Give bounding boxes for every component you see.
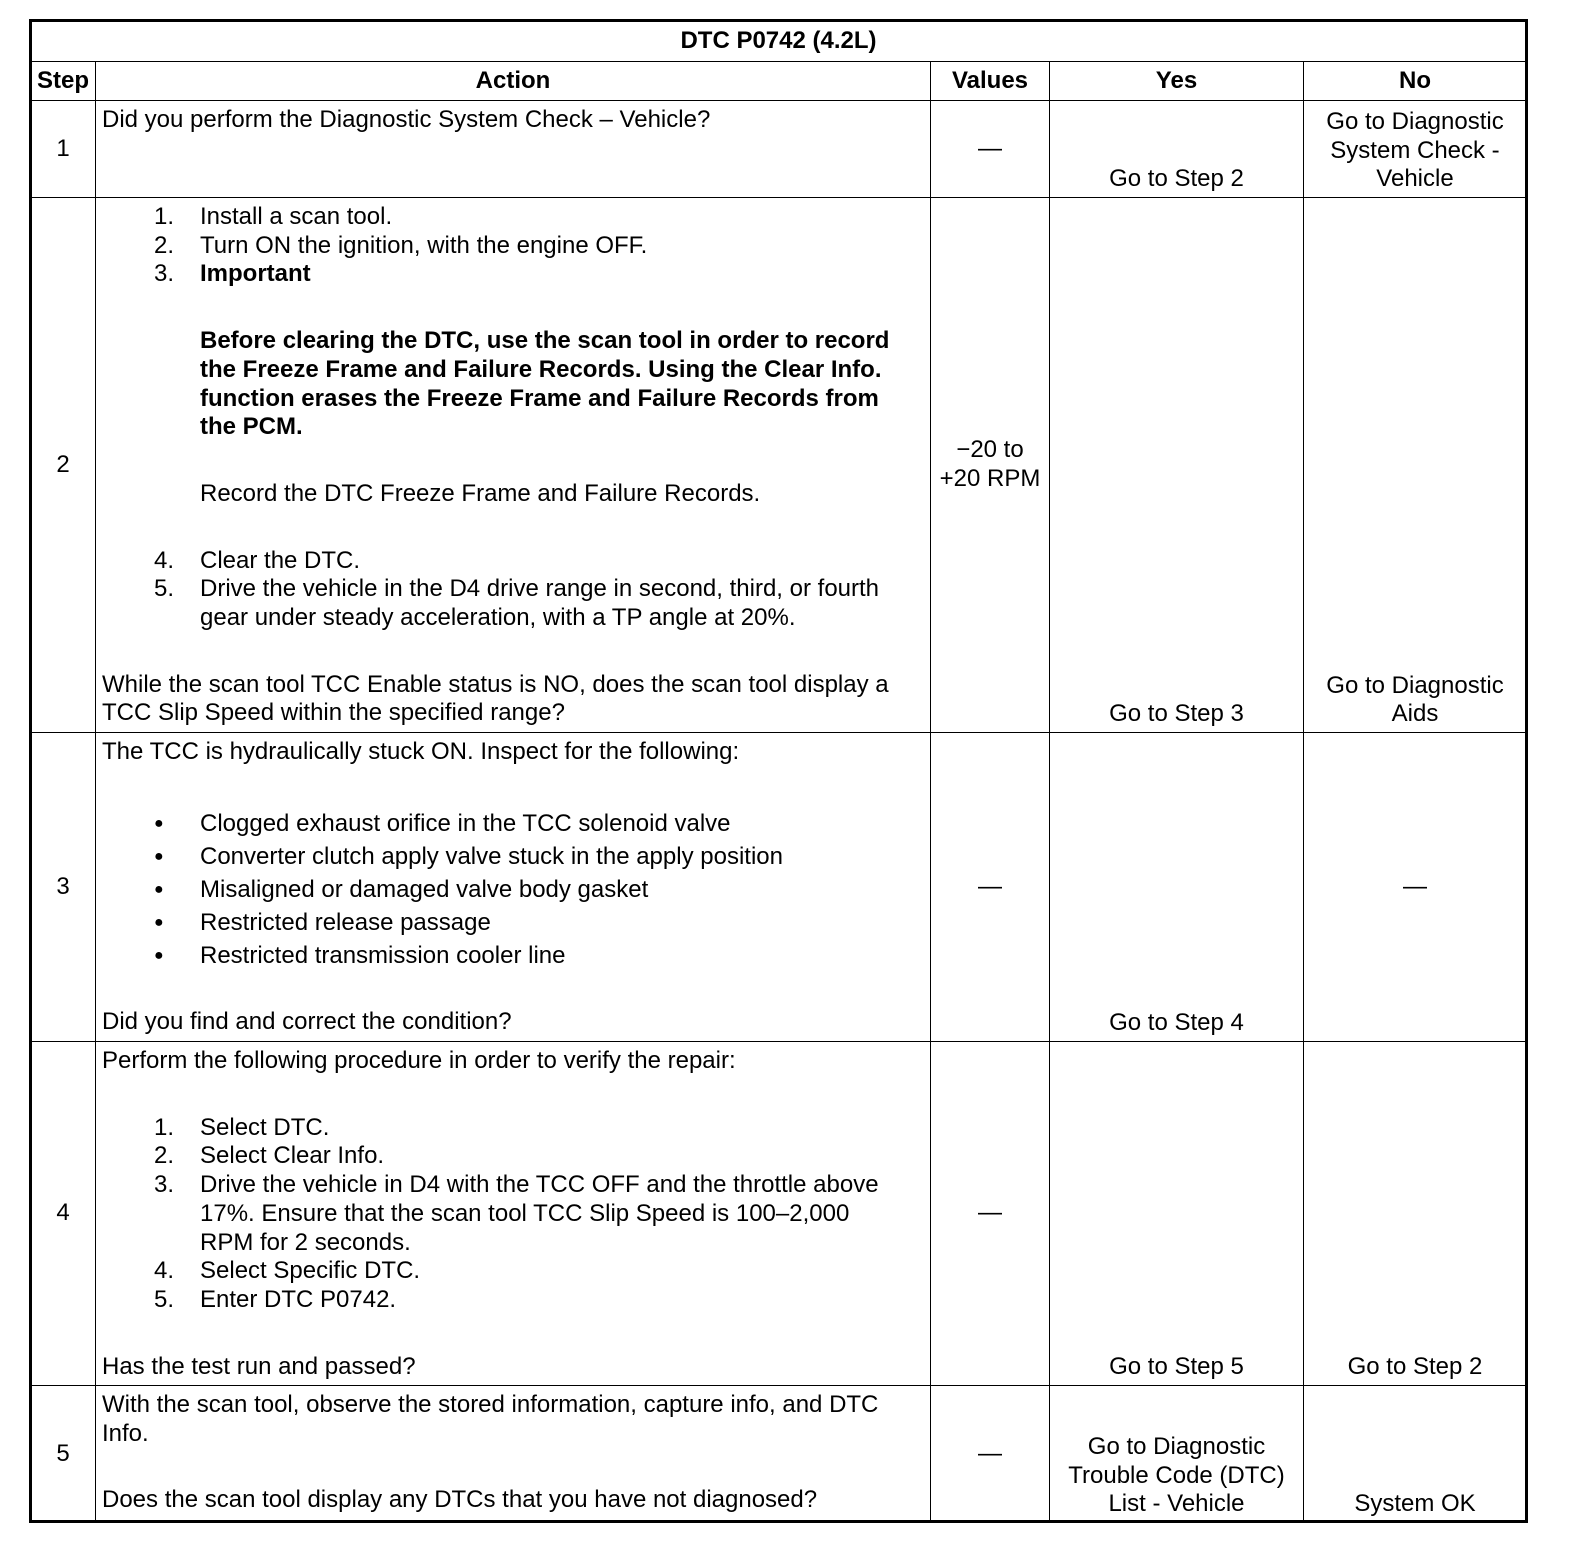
values-line: −20 to [956, 436, 1024, 464]
header-no-text: No [1399, 66, 1431, 94]
action-cell [95, 197, 931, 733]
intro-line: With the scan tool, observe the stored information, capture info, and DTC [102, 1391, 879, 1418]
header-yes-text: Yes [1155, 66, 1198, 94]
list-text: Install a scan tool. [200, 203, 393, 230]
step-cell [30, 197, 96, 733]
bullet-icon: ● [154, 847, 164, 865]
list-text: Turn ON the ignition, with the engine OFF. [200, 231, 648, 259]
action-cell [95, 732, 931, 1042]
list-item [102, 203, 930, 232]
step-cell [30, 1041, 96, 1386]
header-values [930, 61, 1050, 101]
yes-link[interactable]: Go to Step 5 [1109, 1353, 1244, 1381]
important-note [102, 327, 930, 442]
list-text: 17%. Ensure that the scan tool TCC Slip Speed is 100–2,000 [200, 1199, 850, 1227]
values-cell [930, 732, 1050, 1042]
no-link[interactable] [1326, 108, 1503, 194]
header-action [95, 61, 931, 101]
bullet-list [102, 810, 930, 975]
bullet-icon: ● [154, 814, 164, 832]
question-line: TCC Slip Speed within the specified range? [102, 699, 565, 727]
header-values-text: Values [951, 66, 1029, 94]
list-number: 5. [153, 1285, 174, 1313]
list-text: Select Specific DTC. [200, 1257, 421, 1285]
values-text: — [978, 1199, 1002, 1227]
list-text: Drive the vehicle in the D4 drive range in second, third, or fourth [200, 575, 880, 603]
header-step-text: Step [36, 66, 89, 94]
no-cell [1303, 732, 1527, 1042]
values-cell [930, 197, 1050, 733]
bullet-text: Misaligned or damaged valve body gasket [200, 875, 649, 903]
bullet-text: Clogged exhaust orifice in the TCC solenoid valve [200, 809, 731, 837]
no-cell [1303, 100, 1527, 198]
bullet-item [102, 810, 930, 843]
no-line: Go to Diagnostic [1326, 671, 1504, 699]
bullet-item [102, 843, 930, 876]
no-line: Go to Diagnostic [1326, 107, 1504, 135]
bullet-text: Restricted transmission cooler line [200, 941, 566, 969]
bullet-item [102, 942, 930, 975]
step-cell [30, 1385, 96, 1523]
question: Has the test run and passed? [102, 1352, 416, 1380]
yes-cell [1049, 197, 1304, 733]
list-text: Clear the DTC. [200, 546, 361, 574]
values-cell [930, 1385, 1050, 1523]
step-number: 2 [56, 450, 70, 478]
list-item [102, 1171, 930, 1257]
list-number: 3. [153, 260, 174, 288]
list-number: 4. [153, 546, 174, 574]
values-cell [930, 1041, 1050, 1386]
bullet-text: Converter clutch apply valve stuck in the apply position [200, 842, 783, 870]
procedure-list [102, 1114, 930, 1315]
list-item [102, 1286, 930, 1315]
note-line: function erases the Freeze Frame and Failure Records from [200, 384, 879, 412]
action-text: Did you perform the Diagnostic System Check – Vehicle? [102, 106, 711, 133]
values-cell [930, 100, 1050, 198]
note-line: Before clearing the DTC, use the scan tool in order to record [200, 327, 890, 355]
list-item [102, 260, 930, 289]
yes-cell [1049, 1041, 1304, 1386]
no-cell [1303, 197, 1527, 733]
question [102, 671, 930, 728]
bullet-item [102, 909, 930, 942]
header-step [30, 61, 96, 101]
values-text [940, 436, 1041, 493]
list-text: Drive the vehicle in D4 with the TCC OFF and the throttle above [200, 1171, 879, 1199]
list-text: Enter DTC P0742. [200, 1285, 397, 1313]
values-text: — [978, 872, 1002, 900]
no-link[interactable]: Go to Step 2 [1347, 1353, 1483, 1381]
list-text: Select Clear Info. [200, 1142, 385, 1170]
list-text: gear under steady acceleration, with a TP angle at 20%. [200, 604, 796, 632]
intro-text: The TCC is hydraulically stuck ON. Inspect for the following: [102, 738, 740, 765]
yes-cell [1049, 732, 1304, 1042]
yes-line: Go to Diagnostic [1087, 1432, 1266, 1460]
action-cell [95, 1041, 931, 1386]
intro-line: Info. [102, 1419, 149, 1447]
intro-text: Perform the following procedure in order to verify the repair: [102, 1047, 736, 1074]
list-number: 2. [153, 231, 174, 259]
bullet-icon: ● [154, 946, 164, 964]
yes-cell [1049, 100, 1304, 198]
no-line: Aids [1391, 700, 1439, 728]
list-number: 4. [153, 1257, 174, 1285]
note-line: the Freeze Frame and Failure Records. Using the Clear Info. [200, 355, 882, 383]
list-number: 2. [153, 1142, 174, 1170]
step-number: 5 [56, 1439, 70, 1467]
values-text: — [978, 134, 1002, 162]
bullet-text: Restricted release passage [200, 908, 491, 936]
action-cell [95, 100, 931, 198]
list-number: 3. [153, 1171, 174, 1199]
question: Did you find and correct the condition? [102, 1007, 512, 1035]
no-text: — [1403, 872, 1427, 900]
list-item [102, 232, 930, 261]
no-line: Vehicle [1376, 165, 1454, 193]
no-text: System OK [1354, 1490, 1476, 1518]
list-item [102, 1257, 930, 1286]
note-line: the PCM. [200, 413, 303, 441]
question: Does the scan tool display any DTCs that you have not diagnosed? [102, 1486, 818, 1514]
list-number: 1. [153, 1113, 174, 1141]
step-number: 1 [56, 134, 70, 162]
yes-link[interactable]: Go to Step 2 [1109, 165, 1244, 193]
table-title [30, 20, 1527, 62]
yes-link[interactable]: Go to Step 4 [1109, 1009, 1244, 1037]
bullet-icon: ● [154, 880, 164, 898]
yes-line: Trouble Code (DTC) [1068, 1461, 1285, 1489]
yes-link[interactable]: Go to Step 3 [1109, 700, 1244, 728]
question-line: While the scan tool TCC Enable status is NO, does the scan tool display a [102, 670, 889, 698]
yes-cell [1049, 1385, 1304, 1523]
header-yes [1049, 61, 1304, 101]
header-action-text: Action [475, 66, 551, 94]
step-number: 3 [56, 872, 70, 900]
important-label: Important [200, 260, 311, 288]
yes-link[interactable] [1068, 1433, 1285, 1519]
list-text: Select DTC. [200, 1113, 330, 1141]
no-cell [1303, 1385, 1527, 1523]
list-item [102, 1114, 930, 1143]
record-line: Record the DTC Freeze Frame and Failure Records. [200, 479, 761, 507]
values-line: +20 RPM [939, 465, 1041, 492]
bullet-icon: ● [154, 913, 164, 931]
no-cell [1303, 1041, 1527, 1386]
list-number: 5. [153, 575, 174, 603]
step-cell [30, 732, 96, 1042]
bullet-item [102, 876, 930, 909]
no-link[interactable] [1326, 672, 1503, 729]
list-item [102, 1142, 930, 1171]
step-number: 4 [56, 1199, 70, 1227]
values-text: — [978, 1439, 1002, 1467]
step-cell [30, 100, 96, 198]
list-number: 1. [153, 203, 174, 230]
record-text [102, 480, 930, 509]
list-text: RPM for 2 seconds. [200, 1228, 411, 1256]
list-item [102, 547, 930, 576]
action-cell [95, 1385, 931, 1523]
no-line: System Check - [1330, 136, 1500, 164]
list-item [102, 575, 930, 632]
header-no [1303, 61, 1527, 101]
yes-line: List - Vehicle [1108, 1490, 1245, 1518]
table-title-text: DTC P0742 (4.2L) [680, 26, 877, 54]
